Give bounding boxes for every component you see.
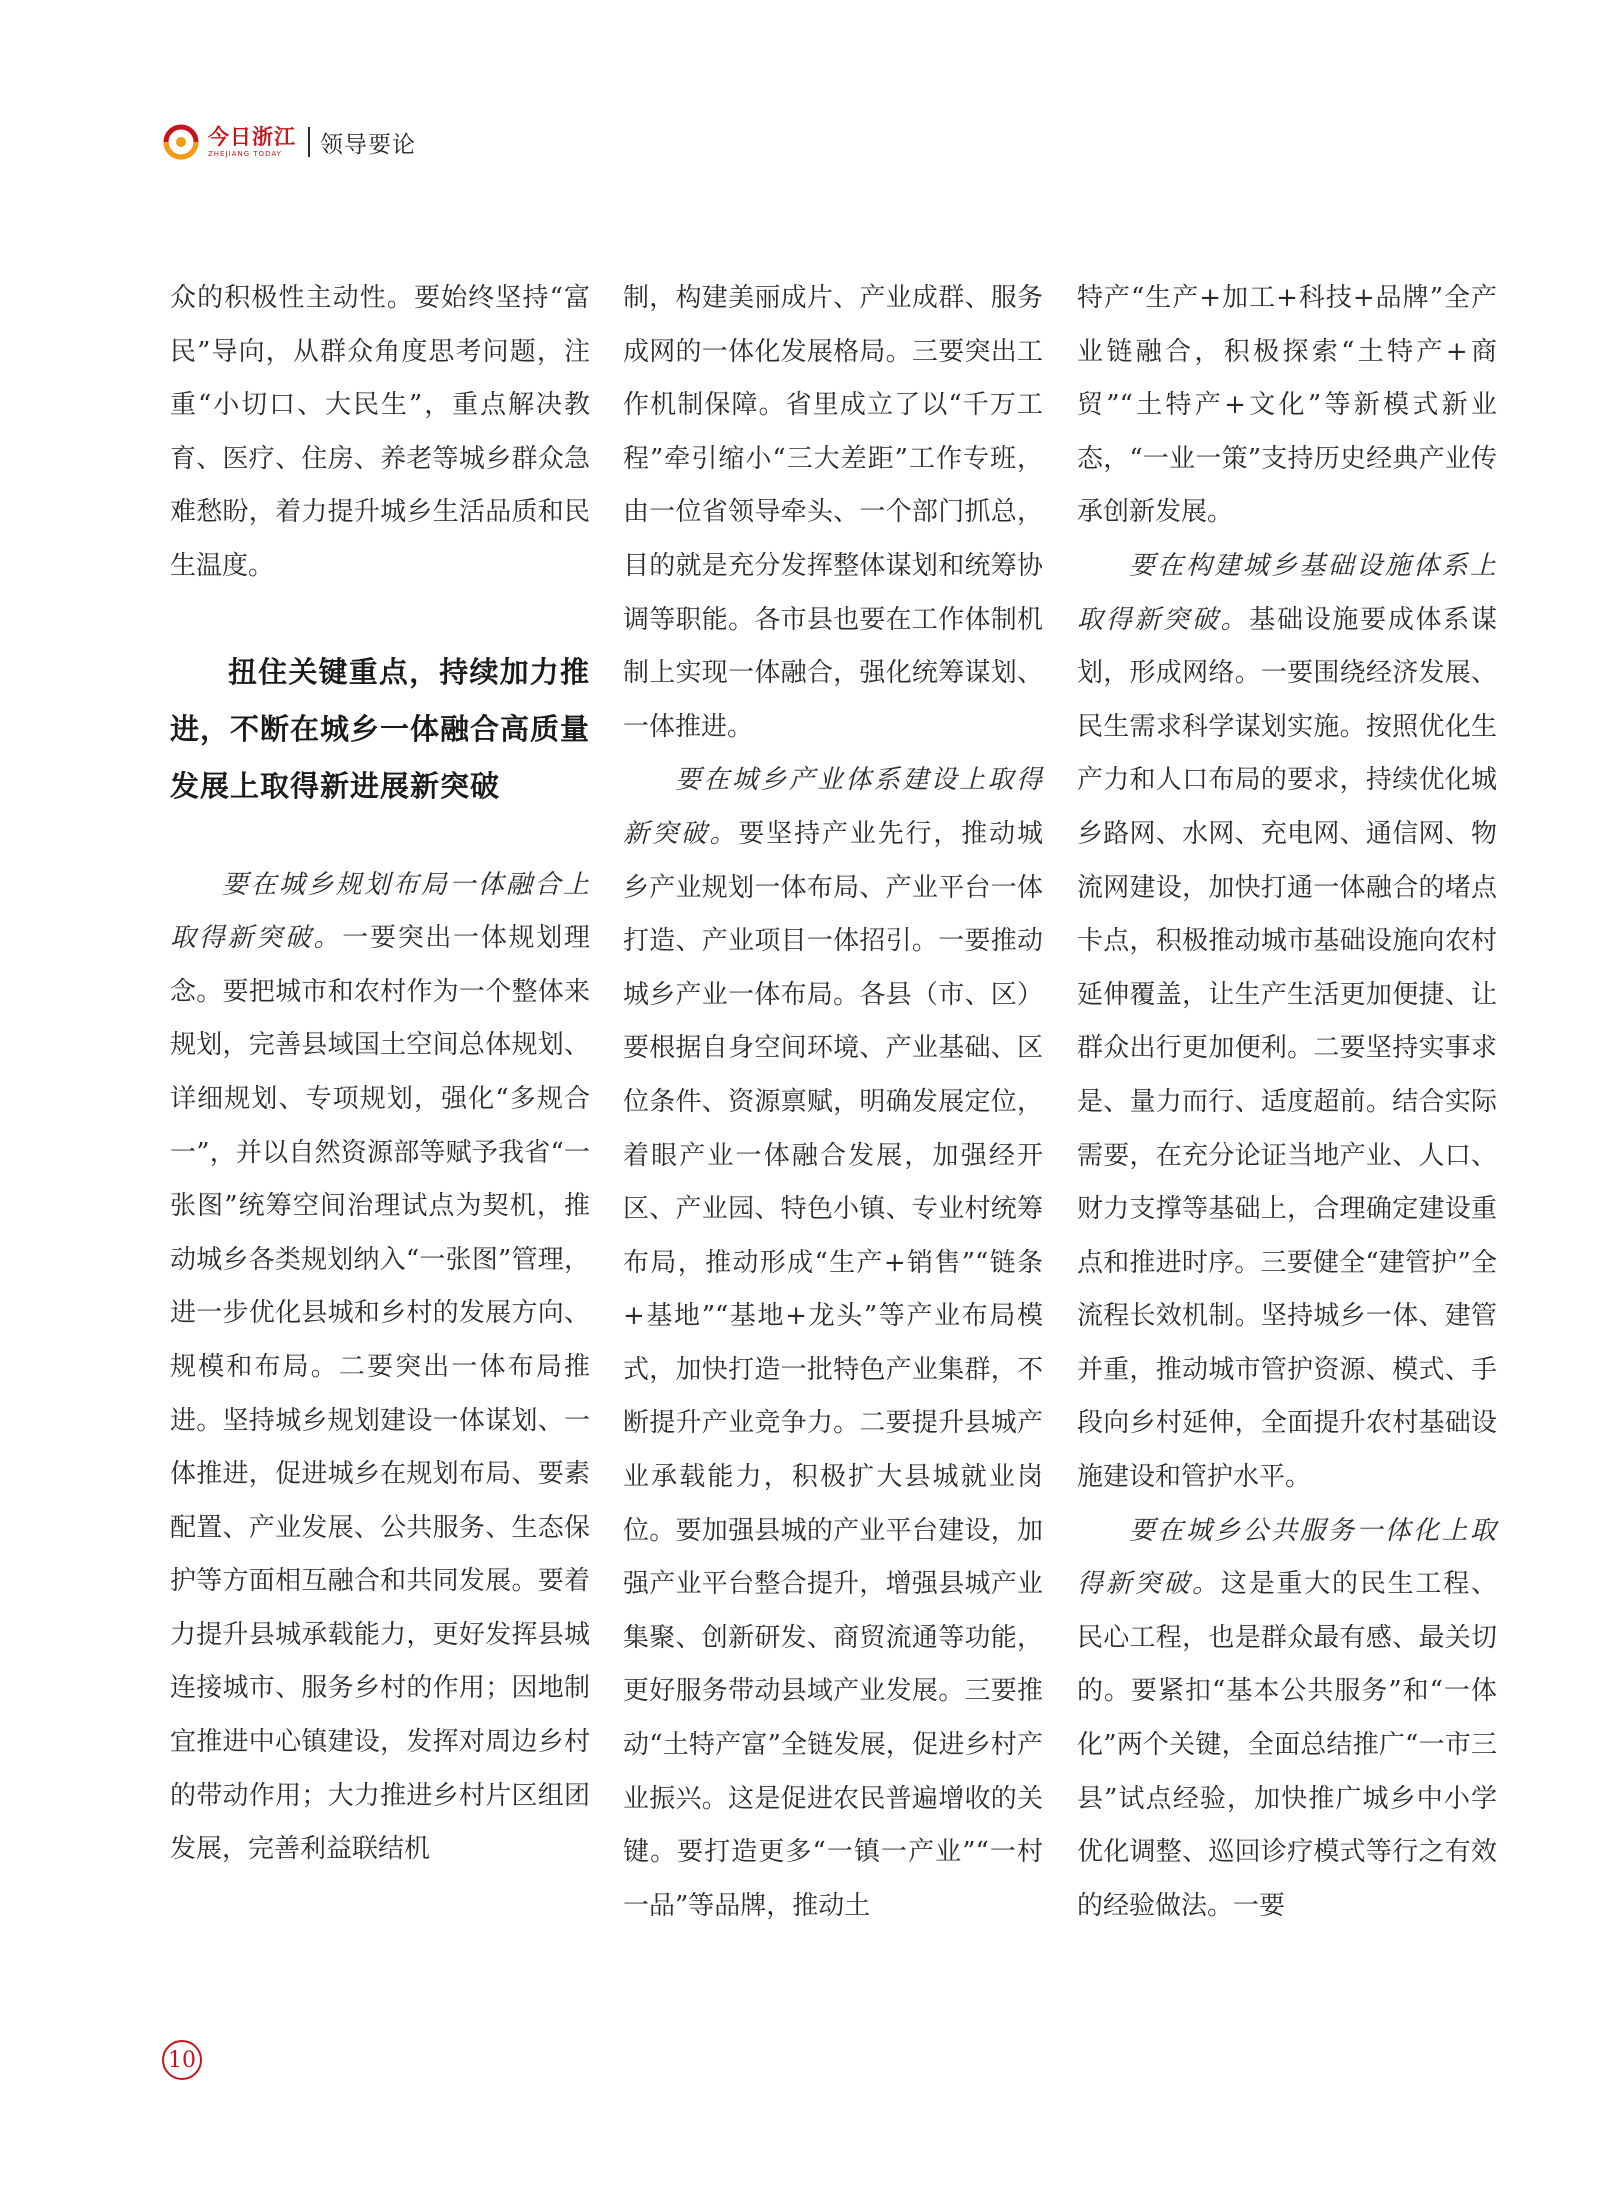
paragraph: 众的积极性主动性。要始终坚持“富民”导向，从群众角度思考问题，注重“小切口、大民生”，重点解决教育、医疗、住房、养老等城乡群众急难愁盼，着力提升城乡生活品质和民生温度。: [170, 283, 590, 581]
paragraph: [170, 859, 590, 1877]
paragraph-lead: 要在城乡公共服务一体化上取得新突破。: [1077, 1515, 1497, 1600]
paragraph: [623, 754, 1043, 1933]
text-column-3: [1077, 272, 1497, 1933]
paragraph: [1077, 540, 1497, 1505]
page-number: 10: [162, 2040, 202, 2080]
paragraph-body: 要坚持产业先行，推动城乡产业规划一体布局、产业平台一体打造、产业项目一体招引。一要推动城乡产业一体布局。各县（市、区）要根据自身空间环境、产业基础、区位条件、资源禀赋，明确发展定位，着眼产业一体融合发展，加强经开区、产业园、特色小镇、专业村统筹布局，推动形成“生产+销售”“链条+基地”“基地+龙头”等产业布局模式，加快打造一批特色产业集群，不断提升产业竞争力。二要提升县城产业承载能力，积极扩大县城就业岗位。要加强县城的产业平台建设，加强产业平台整合提升，增强县城产业集聚、创新研发、商贸流通等功能，更好服务带动县域产业发展。三要推动“土特产富”全链发展，促进乡村产业振兴。这是促进农民普遍增收的关键。要打造更多“一镇一产业”“一村一品”等品牌，推动土: [623, 818, 1043, 1921]
logo-wordmark: [208, 126, 296, 158]
section-label: 领导要论: [320, 131, 416, 158]
zhejiang-today-logo-icon: [162, 123, 200, 161]
header-divider: [308, 127, 310, 157]
paragraph-body: 这是重大的民生工程、民心工程，也是群众最有感、最关切的。要紧扣“基本公共服务”和“一体化”两个关键，全面总结推广“一市三县”试点经验，加快推广城乡中小学优化调整、巡回诊疗模式等行之有效的经验做法。一要: [1077, 1569, 1497, 1921]
paragraph: 制，构建美丽成片、产业成群、服务成网的一体化发展格局。三要突出工作机制保障。省里成立了以“千万工程”牵引缩小“三大差距”工作专班，由一位省领导牵头、一个部门抓总，目的就是充分发挥整体谋划和统筹协调等职能。各市县也要在工作体制机制上实现一体融合，强化统筹谋划、一体推进。: [623, 283, 1043, 742]
logo-english: ZHEJIANG TODAY: [208, 150, 282, 158]
spacer: [170, 594, 590, 644]
section-heading: 扭住关键重点，持续加力推进，不断在城乡一体融合高质量发展上取得新进展新突破: [170, 654, 591, 803]
paragraph-body: 一要突出一体规划理念。要把城市和农村作为一个整体来规划，完善县域国土空间总体规划、详细规划、专项规划，强化“多规合一”，并以自然资源部等赋予我省“一张图”统筹空间治理试点为契机，推动城乡各类规划纳入“一张图”管理，进一步优化县城和乡村的发展方向、规模和布局。二要突出一体布局推进。坚持城乡规划建设一体谋划、一体推进，促进城乡在规划布局、要素配置、产业发展、公共服务、生态保护等方面相互融合和共同发展。要着力提升县城承载能力，更好发挥县城连接城市、服务乡村的作用；因地制宜推进中心镇建设，发挥对周边乡村的带动作用；大力推进乡村片区组团发展，完善利益联结机: [170, 923, 590, 1865]
paragraph: [1077, 1505, 1497, 1934]
text-column-2: [623, 272, 1043, 1933]
text-column-1: [170, 272, 590, 1877]
paragraph-lead: 要在城乡产业体系建设上取得新突破。: [623, 765, 1043, 849]
logo-name: 今日浙江: [208, 124, 296, 149]
paragraph-lead: 要在城乡规划布局一体融合上取得新突破。: [170, 869, 590, 954]
spacer: [170, 815, 590, 859]
paragraph-body: 基础设施要成体系谋划，形成网络。一要围绕经济发展、民生需求科学谋划实施。按照优化生产力和人口布局的要求，持续优化城乡路网、水网、充电网、通信网、物流网建设，加快打通一体融合的堵点卡点，积极推动城市基础设施向农村延伸覆盖，让生产生活更加便捷、让群众出行更加便利。二要坚持实事求是、量力而行、适度超前。结合实际需要，在充分论证当地产业、人口、财力支撑等基础上，合理确定建设重点和推进时序。三要健全“建管护”全流程长效机制。坚持城乡一体、建管并重，推动城市管护资源、模式、手段向乡村延伸，全面提升农村基础设施建设和管护水平。: [1077, 604, 1497, 1493]
page-header: [162, 120, 416, 164]
paragraph-lead: 要在构建城乡基础设施体系上取得新突破。: [1077, 550, 1497, 635]
paragraph: 特产“生产+加工+科技+品牌”全产业链融合，积极探索“土特产+商贸”“土特产+文化”等新模式新业态，“一业一策”支持历史经典产业传承创新发展。: [1077, 283, 1497, 528]
